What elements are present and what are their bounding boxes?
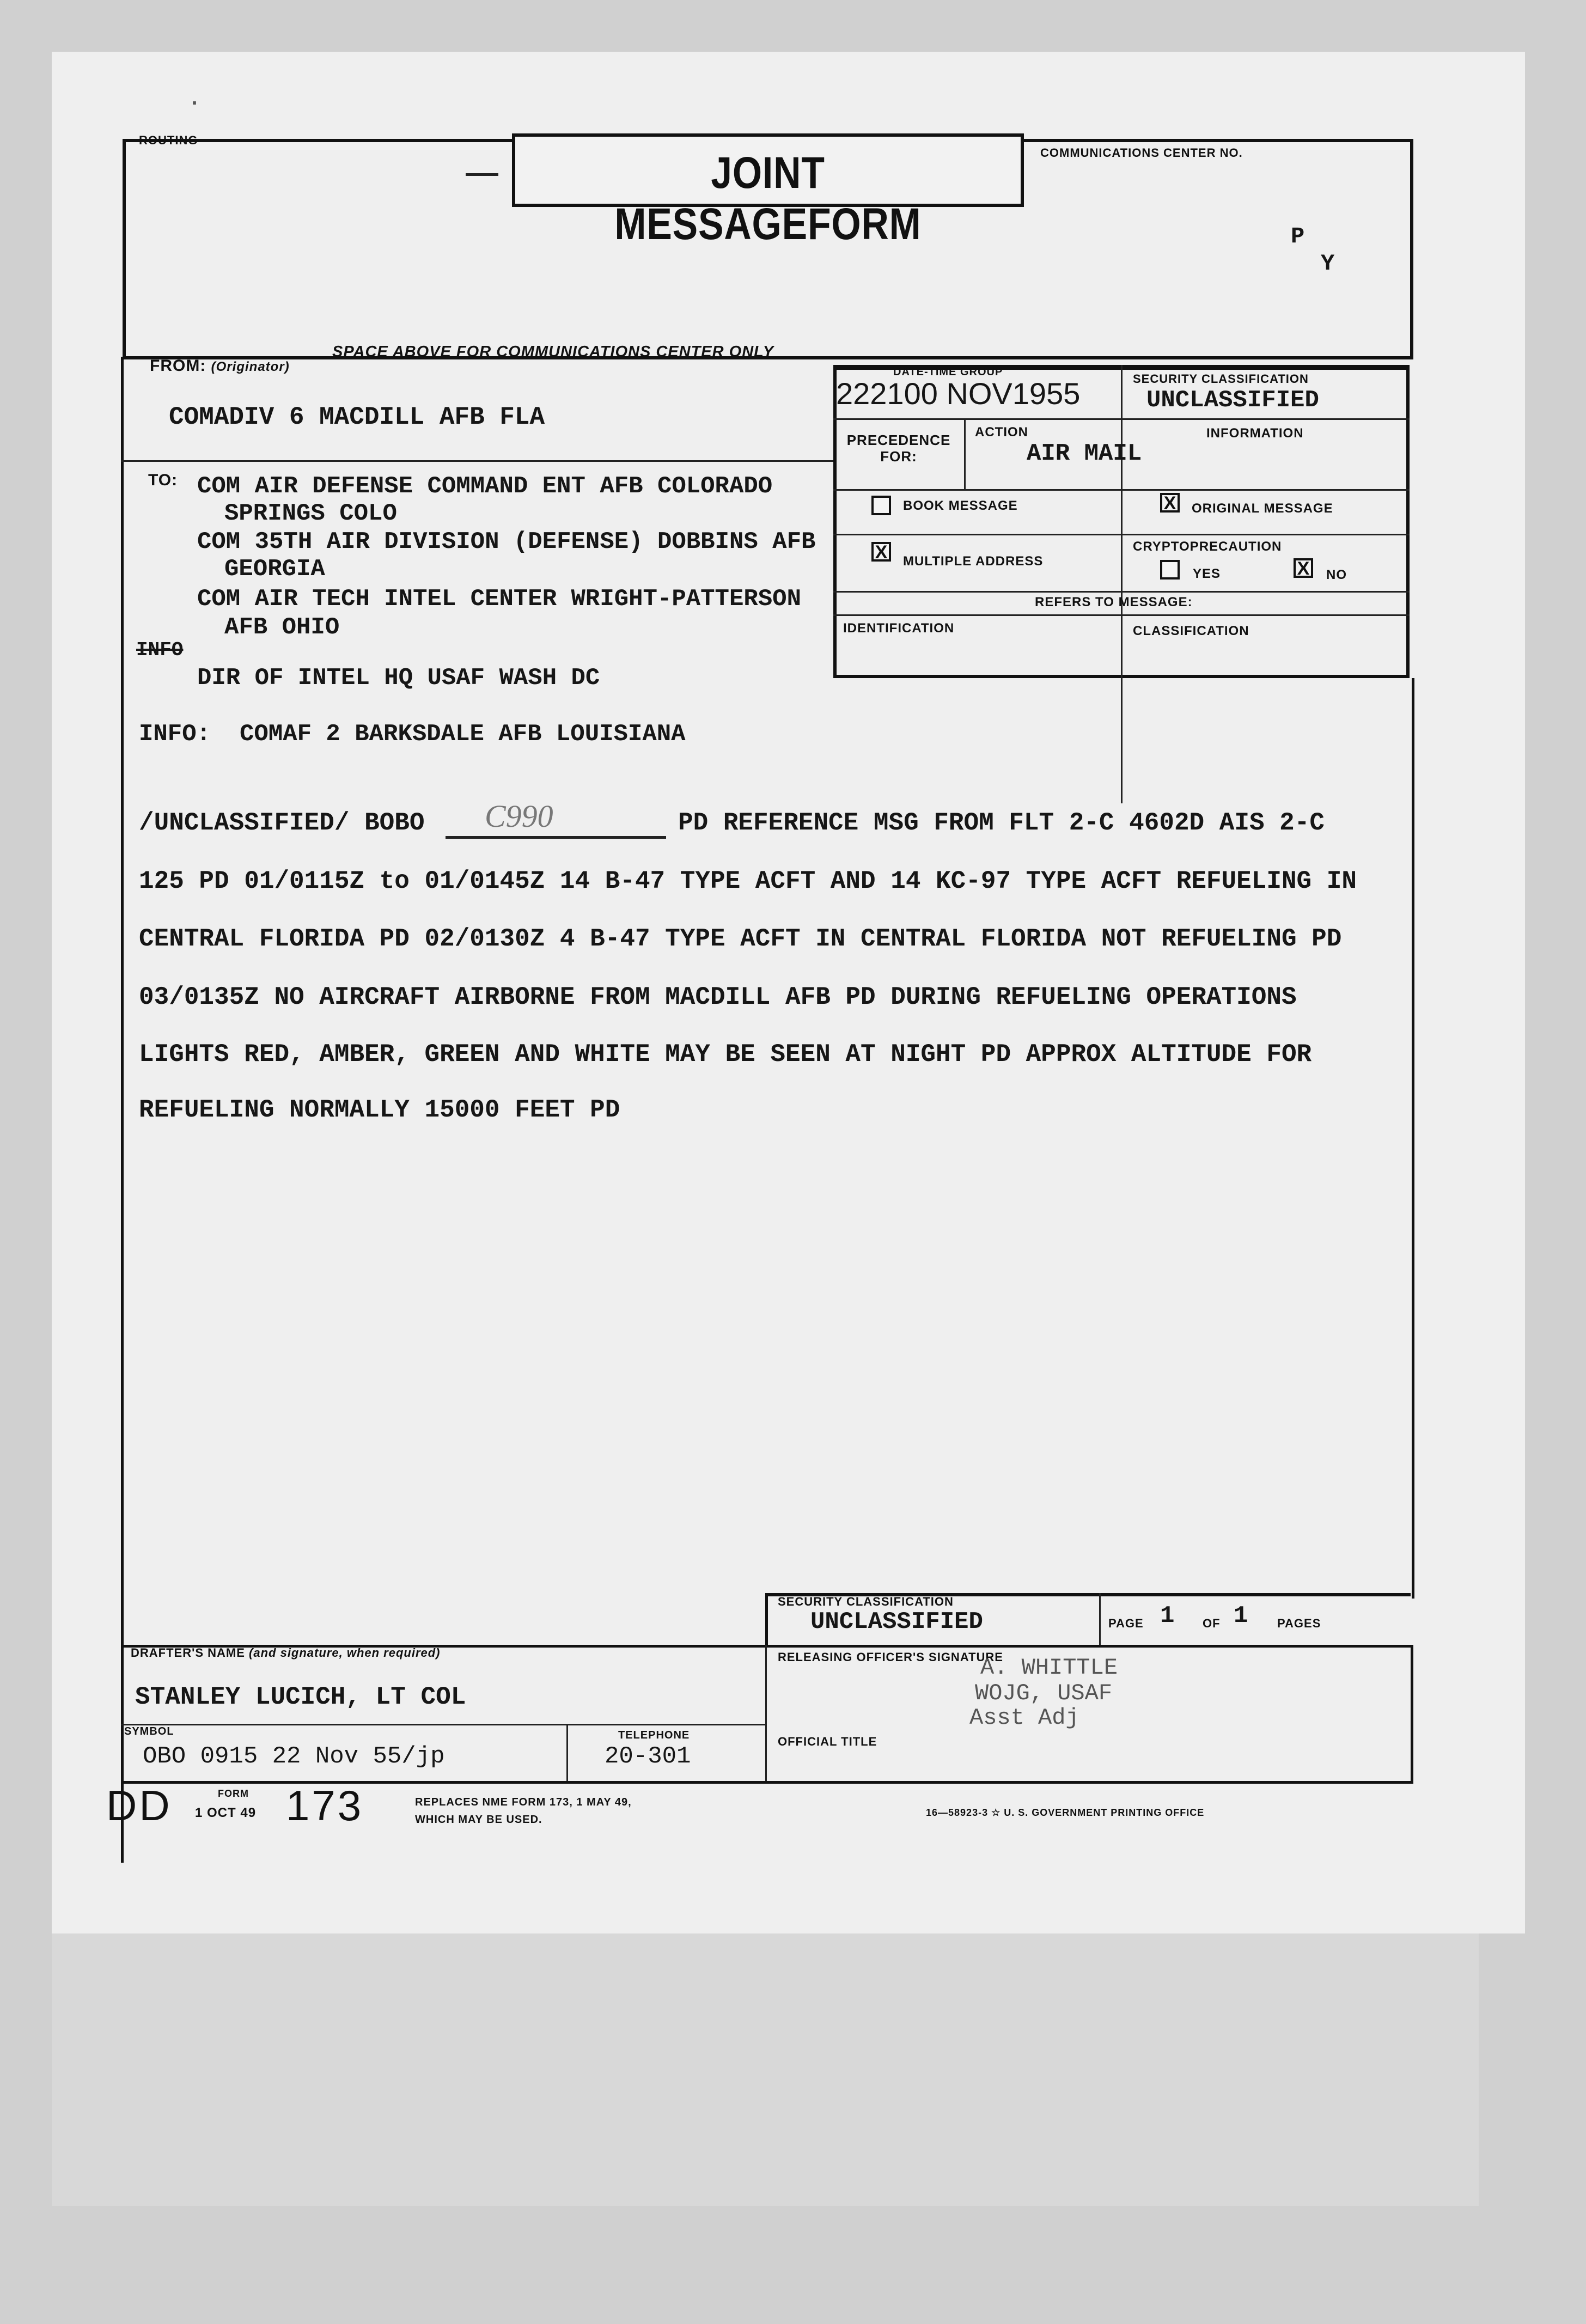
crypto-no-label: NO — [1326, 568, 1347, 582]
to-line-4: GEORGIA — [224, 556, 325, 583]
security-top-value: UNCLASSIFIED — [1146, 387, 1319, 414]
gpo-imprint: 16—58923-3 ☆ U. S. GOVERNMENT PRINTING OFFICE — [926, 1807, 1205, 1818]
security-top-label: SECURITY CLASSIFICATION — [1133, 372, 1309, 386]
releasing-divider — [765, 1645, 767, 1784]
symbol-divider — [566, 1724, 568, 1784]
classification-label: CLASSIFICATION — [1133, 624, 1249, 638]
page-label: PAGE — [1108, 1617, 1144, 1630]
releasing-label: RELEASING OFFICER'S SIGNATURE — [778, 1650, 1003, 1664]
dtg-value: 222100 NOV1955 — [836, 376, 1081, 411]
drafter-label — [131, 1646, 441, 1660]
struck-info-label: INFO — [136, 639, 184, 661]
info-rule-1 — [833, 418, 1410, 420]
telephone-value: 20-301 — [605, 1743, 691, 1770]
from-label — [150, 357, 290, 375]
right-border — [1412, 678, 1414, 1599]
book-message-label: BOOK MESSAGE — [903, 498, 1018, 513]
from-label-text: FROM: — [150, 357, 206, 375]
from-sub-label: (Originator) — [211, 359, 290, 374]
handwritten-message-number: C990 — [485, 798, 553, 834]
scan-background — [52, 1933, 1479, 2206]
action-value: AIR MAIL — [1027, 440, 1142, 467]
form-title: JOINT MESSAGEFORM — [614, 148, 922, 249]
replaces-line-2: WHICH MAY BE USED. — [415, 1814, 542, 1826]
space-above-note: SPACE ABOVE FOR COMMUNICATIONS CENTER ONLY — [332, 343, 774, 361]
refers-to-label: REFERS TO MESSAGE: — [1035, 595, 1193, 609]
replaces-line-1: REPLACES NME FORM 173, 1 MAY 49, — [415, 1796, 632, 1808]
info-rule-5 — [833, 614, 1410, 616]
stray-mark: . — [188, 87, 202, 112]
information-label: INFORMATION — [1206, 426, 1304, 441]
left-border — [121, 357, 124, 1863]
comm-mark-p: P — [1291, 223, 1305, 249]
to-line-2: SPRINGS COLO — [224, 500, 397, 527]
action-label: ACTION — [975, 425, 1028, 440]
drafter-value: STANLEY LUCICH, LT COL — [135, 1683, 466, 1711]
original-message-label: ORIGINAL MESSAGE — [1192, 501, 1333, 516]
identification-label: IDENTIFICATION — [843, 621, 955, 636]
page-number: 1 — [1160, 1602, 1175, 1630]
page-box-divider — [1099, 1593, 1101, 1648]
body-line-1-rest: PD REFERENCE MSG FROM FLT 2-C 4602D AIS 2-C — [678, 809, 1325, 837]
to-last-line: DIR OF INTEL HQ USAF WASH DC — [197, 664, 600, 692]
symbol-value: OBO 0915 22 Nov 55/jp — [143, 1743, 445, 1770]
title-tick-left — [466, 173, 498, 176]
body-line-3: CENTRAL FLORIDA PD 02/0130Z 4 B-47 TYPE ACFT IN CENTRAL FLORIDA NOT REFUELING PD — [139, 925, 1342, 953]
routing-label: ROUTING — [139, 133, 198, 147]
form-label: FORM — [218, 1788, 249, 1799]
bottom-security-value: UNCLASSIFIED — [810, 1608, 983, 1636]
info-value: COMAF 2 BARKSDALE AFB LOUISIANA — [240, 721, 686, 748]
drafter-sub-label: (and signature, when required) — [249, 1646, 441, 1660]
page-total: 1 — [1234, 1602, 1248, 1630]
precedence-divider — [964, 418, 966, 489]
symbol-label: SYMBOL — [124, 1725, 174, 1737]
telephone-label: TELEPHONE — [618, 1729, 690, 1741]
body-line-2: 125 PD 01/0115Z to 01/0145Z 14 B-47 TYPE ACFT AND 14 KC-97 TYPE ACFT REFUELING IN — [139, 867, 1357, 895]
body-line-5: LIGHTS RED, AMBER, GREEN AND WHITE MAY BE SEEN AT NIGHT PD APPROX ALTITUDE FOR — [139, 1040, 1312, 1069]
info-label: INFO: — [139, 721, 211, 748]
crypto-no-checkbox[interactable]: X — [1294, 558, 1313, 578]
to-line-1: COM AIR DEFENSE COMMAND ENT AFB COLORADO — [197, 473, 773, 500]
releasing-line-1: A. WHITTLE — [980, 1655, 1118, 1681]
multiple-address-label: MULTIPLE ADDRESS — [903, 554, 1044, 569]
pages-label: PAGES — [1277, 1617, 1321, 1630]
info-rule-4 — [833, 591, 1410, 593]
info-rule-3 — [833, 534, 1410, 535]
multiple-address-checkbox[interactable]: X — [871, 542, 891, 562]
drafter-label-text: DRAFTER'S NAME — [131, 1646, 245, 1660]
to-line-6: AFB OHIO — [224, 614, 340, 641]
crypto-yes-label: YES — [1193, 566, 1221, 581]
releasing-line-2: WOJG, USAF — [975, 1680, 1113, 1706]
cryptoprecaution-label: CRYPTOPRECAUTION — [1133, 539, 1282, 554]
bottom-right-border — [1411, 1645, 1413, 1784]
from-value: COMADIV 6 MACDILL AFB FLA — [169, 403, 545, 431]
info-box-divider — [1121, 365, 1123, 803]
info-rule-2 — [833, 489, 1410, 491]
official-title-label: OFFICIAL TITLE — [778, 1735, 877, 1748]
crypto-yes-checkbox[interactable] — [1160, 560, 1180, 580]
book-message-checkbox[interactable] — [871, 496, 891, 515]
from-bottom-rule — [121, 460, 834, 462]
form-number: 173 — [286, 1782, 364, 1829]
precedence-label: PRECEDENCE FOR: — [846, 432, 951, 465]
symbol-top-rule — [121, 1724, 766, 1725]
body-line-4: 03/0135Z NO AIRCRAFT AIRBORNE FROM MACDILL AFB PD DURING REFUELING OPERATIONS — [139, 983, 1297, 1011]
message-number-underline — [446, 836, 666, 839]
to-label: TO: — [148, 471, 178, 489]
dtg-label: DATE-TIME GROUP — [893, 366, 1003, 378]
form-date: 1 OCT 49 — [195, 1805, 257, 1820]
original-message-checkbox[interactable]: X — [1160, 493, 1180, 513]
releasing-line-3: Asst Adj — [969, 1705, 1079, 1731]
body-line-6: REFUELING NORMALLY 15000 FEET PD — [139, 1096, 620, 1124]
dd-mark: DD — [106, 1782, 172, 1829]
of-label: OF — [1203, 1617, 1221, 1630]
body-prefix: /UNCLASSIFIED/ BOBO — [139, 809, 425, 837]
to-line-5: COM AIR TECH INTEL CENTER WRIGHT-PATTERSON — [197, 585, 801, 613]
bottom-security-label: SECURITY CLASSIFICATION — [778, 1595, 954, 1608]
comm-mark-y: Y — [1321, 251, 1335, 277]
comm-center-label: COMMUNICATIONS CENTER NO. — [1040, 146, 1243, 160]
to-line-3: COM 35TH AIR DIVISION (DEFENSE) DOBBINS AFB — [197, 528, 816, 556]
form-title-box — [512, 133, 1024, 249]
